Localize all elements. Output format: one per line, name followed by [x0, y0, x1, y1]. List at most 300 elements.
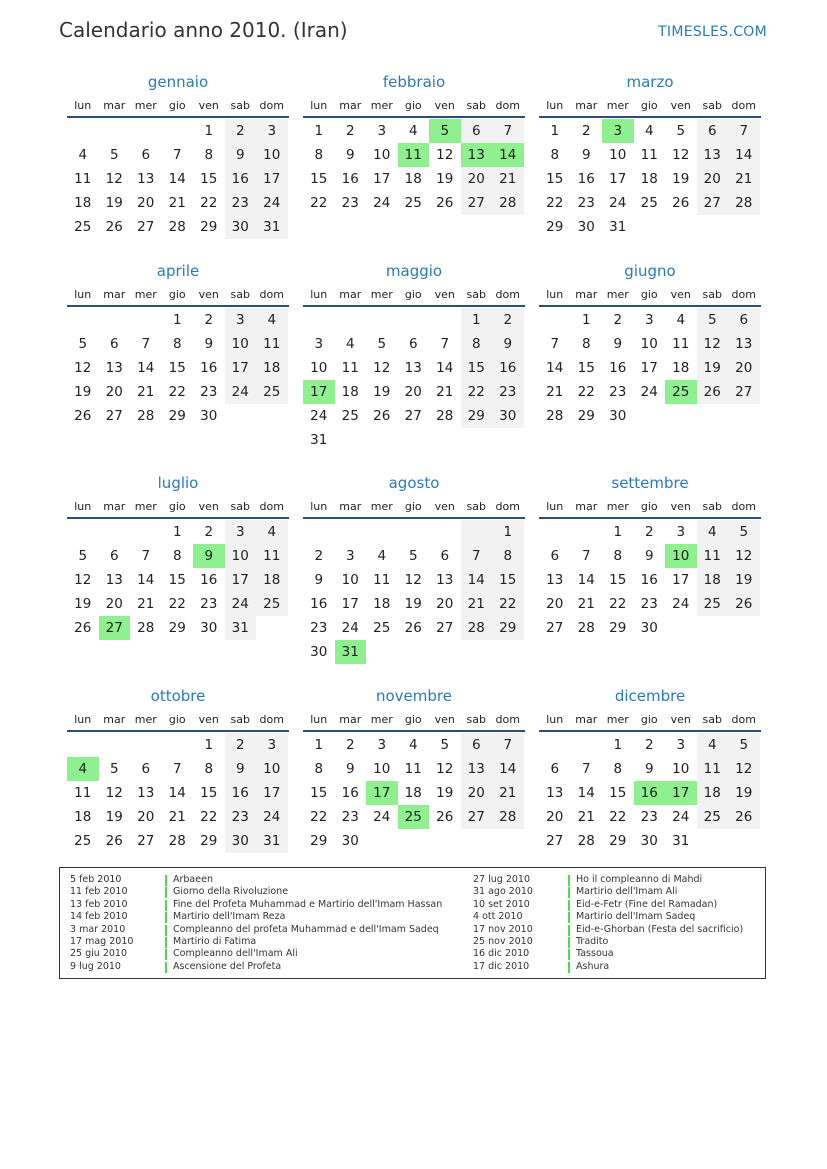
day-cell: 2: [314, 548, 324, 564]
day-cell: 22: [200, 195, 218, 211]
weekday-label: mar: [103, 500, 126, 513]
day-cell: 29: [609, 833, 627, 849]
day-cell: 18: [256, 568, 288, 592]
legend-date: 27 lug 2010: [473, 874, 530, 885]
day-cell: 16: [492, 356, 524, 380]
day-grid: [67, 308, 289, 428]
weekday-header: [67, 497, 289, 519]
day-cell: 17: [373, 171, 391, 187]
day-cell: 23: [341, 809, 359, 825]
weekday-label: mar: [575, 99, 598, 112]
day-cell: 27: [436, 620, 454, 636]
day-cell: 23: [200, 596, 218, 612]
day-cell: 31: [609, 219, 627, 235]
weekday-label: lun: [74, 500, 92, 513]
legend-color-marker: [165, 900, 167, 911]
day-cell: 5: [676, 123, 686, 139]
day-cell: 12: [672, 147, 690, 163]
legend-holiday-name: Ascensione del Profeta: [173, 960, 282, 972]
day-cell: 7: [440, 336, 450, 352]
legend-color-marker: [568, 962, 570, 973]
day-cell: 27: [461, 805, 493, 829]
legend-color-marker: [165, 937, 167, 948]
day-cell: 18: [373, 596, 391, 612]
weekday-label: mar: [575, 288, 598, 301]
weekday-label: dom: [259, 500, 284, 513]
day-cell: 29: [200, 219, 218, 235]
empty-cell: [571, 520, 603, 544]
day-cell: 20: [137, 809, 155, 825]
day-cell: 1: [550, 123, 560, 139]
day-cell: 10: [640, 336, 658, 352]
weekday-label: lun: [310, 288, 328, 301]
weekday-label: ven: [670, 288, 691, 301]
month-name: dicembre: [614, 687, 686, 705]
day-cell: 22: [492, 592, 524, 616]
day-cell: 26: [105, 833, 123, 849]
weekday-header: [303, 710, 525, 732]
day-cell: 27: [461, 191, 493, 215]
day-cell: 2: [644, 737, 654, 753]
day-cell: 5: [408, 548, 418, 564]
day-cell: 28: [168, 219, 186, 235]
legend-date: 3 mar 2010: [70, 923, 126, 935]
weekday-label: lun: [546, 99, 564, 112]
day-cell: 3: [314, 336, 324, 352]
weekday-header: [67, 96, 289, 118]
weekday-label: gio: [640, 713, 658, 726]
day-cell: 30: [225, 829, 257, 853]
day-cell: 13: [137, 785, 155, 801]
month-giugno: [539, 260, 761, 428]
day-cell: 3: [225, 520, 257, 544]
day-cell: 27: [697, 191, 729, 215]
legend-date: 31 ago 2010: [473, 886, 533, 898]
empty-cell: [130, 520, 162, 544]
empty-cell: [99, 119, 131, 143]
weekday-header: [303, 285, 525, 307]
day-cell: 11: [697, 757, 729, 781]
empty-cell: [429, 520, 461, 544]
empty-cell: [303, 308, 335, 332]
day-cell: 1: [172, 524, 182, 540]
day-cell: 2: [492, 308, 524, 332]
day-cell: 10: [256, 757, 288, 781]
day-cell: 17: [256, 167, 288, 191]
day-cell: 11: [697, 544, 729, 568]
day-cell: 19: [697, 356, 729, 380]
day-cell: 25: [74, 833, 92, 849]
day-cell: 25: [697, 805, 729, 829]
day-cell: 13: [137, 171, 155, 187]
empty-cell: [571, 733, 603, 757]
day-cell: 19: [74, 384, 92, 400]
day-cell: 12: [105, 171, 123, 187]
day-cell: 23: [200, 384, 218, 400]
day-cell: 21: [492, 781, 524, 805]
day-cell: 3: [377, 737, 387, 753]
day-cell: 8: [204, 761, 214, 777]
weekday-label: mar: [339, 713, 362, 726]
empty-cell: [67, 119, 99, 143]
day-cell: 11: [672, 336, 690, 352]
day-cell: 12: [436, 761, 454, 777]
day-cell: 9: [314, 572, 324, 588]
day-cell: 28: [492, 191, 524, 215]
empty-cell: [539, 520, 571, 544]
day-cell: 30: [200, 620, 218, 636]
day-cell: 2: [345, 123, 355, 139]
day-cell: 13: [404, 360, 422, 376]
day-cell: 18: [256, 356, 288, 380]
weekday-label: sab: [466, 99, 486, 112]
empty-cell: [130, 733, 162, 757]
weekday-label: dom: [495, 500, 520, 513]
day-grid: [303, 119, 525, 215]
legend-date: 25 giu 2010: [70, 948, 127, 960]
weekday-header: [539, 497, 761, 519]
day-cell: 3: [256, 119, 288, 143]
day-cell: 14: [546, 360, 564, 376]
day-cell: 7: [550, 336, 560, 352]
day-cell: 18: [404, 171, 422, 187]
day-cell: 30: [310, 644, 328, 660]
day-cell: 6: [728, 308, 760, 332]
day-cell: 15: [461, 356, 493, 380]
month-name: luglio: [157, 474, 199, 492]
legend-holiday-name: Fine del Profeta Muhammad e Martirio dell'Imam Hassan: [173, 898, 443, 910]
day-cell: 16: [200, 572, 218, 588]
empty-cell: [303, 520, 335, 544]
weekday-label: dom: [495, 713, 520, 726]
weekday-label: ven: [434, 288, 455, 301]
day-cell: 2: [225, 119, 257, 143]
empty-cell: [99, 733, 131, 757]
day-cell: 6: [141, 147, 151, 163]
month-name: agosto: [388, 474, 440, 492]
legend-holiday-name: Eid-e-Ghorban (Festa del sacrificio): [576, 923, 744, 935]
day-cell: 2: [644, 524, 654, 540]
day-cell: 1: [581, 312, 591, 328]
empty-cell: [99, 520, 131, 544]
day-cell: 22: [546, 195, 564, 211]
day-cell: 14: [492, 757, 524, 781]
legend-holiday-name: Ho il compleanno di Mahdi: [576, 874, 703, 885]
day-cell: 11: [373, 572, 391, 588]
weekday-label: mer: [606, 288, 629, 301]
empty-cell: [67, 308, 99, 332]
legend-date: 14 feb 2010: [70, 911, 128, 923]
day-cell: 19: [728, 781, 760, 805]
day-cell: 15: [310, 785, 328, 801]
day-cell: 5: [109, 761, 119, 777]
day-cell: 10: [672, 761, 690, 777]
weekday-label: sab: [230, 500, 250, 513]
weekday-header: [539, 285, 761, 307]
day-cell: 8: [314, 761, 324, 777]
day-cell: 18: [697, 781, 729, 805]
day-cell: 5: [728, 520, 760, 544]
day-cell: 4: [644, 123, 654, 139]
holiday-day-cell: 11: [398, 143, 430, 167]
day-cell: 24: [672, 596, 690, 612]
weekday-label: ven: [434, 99, 455, 112]
day-cell: 2: [204, 312, 214, 328]
weekday-label: dom: [259, 99, 284, 112]
weekday-header: [67, 710, 289, 732]
month-ottobre: [67, 685, 289, 853]
day-cell: 21: [546, 384, 564, 400]
day-cell: 23: [492, 380, 524, 404]
legend-date: 25 nov 2010: [473, 935, 533, 947]
weekday-label: dom: [731, 713, 756, 726]
legend-date: 4 ott 2010: [473, 911, 523, 923]
weekday-label: sab: [230, 288, 250, 301]
day-cell: 4: [408, 123, 418, 139]
legend-date: 17 mag 2010: [70, 935, 134, 947]
day-cell: 31: [256, 215, 288, 239]
holiday-day-cell: 27: [99, 616, 131, 640]
day-cell: 21: [137, 596, 155, 612]
weekday-label: lun: [546, 713, 564, 726]
day-cell: 16: [341, 785, 359, 801]
day-cell: 28: [728, 191, 760, 215]
weekday-label: mar: [103, 288, 126, 301]
day-cell: 1: [461, 308, 493, 332]
legend-holiday-name: Martirio dell'Imam Ali: [576, 886, 678, 898]
day-cell: 5: [78, 548, 88, 564]
day-cell: 5: [728, 733, 760, 757]
day-cell: 20: [404, 384, 422, 400]
legend-holiday-name: Martirio dell'Imam Sadeq: [576, 911, 696, 923]
day-cell: 27: [404, 408, 422, 424]
day-grid: [67, 520, 289, 640]
day-cell: 1: [613, 737, 623, 753]
day-cell: 16: [225, 781, 257, 805]
day-cell: 18: [672, 360, 690, 376]
day-cell: 15: [492, 568, 524, 592]
day-cell: 17: [609, 171, 627, 187]
weekday-label: dom: [495, 99, 520, 112]
day-cell: 10: [225, 332, 257, 356]
holiday-day-cell: 16: [634, 781, 666, 805]
day-cell: 21: [436, 384, 454, 400]
day-cell: 25: [404, 195, 422, 211]
day-cell: 3: [225, 308, 257, 332]
month-novembre: [303, 685, 525, 853]
month-name: febbraio: [382, 73, 446, 91]
day-cell: 15: [200, 785, 218, 801]
day-cell: 24: [225, 592, 257, 616]
day-grid: [303, 308, 525, 452]
day-cell: 13: [436, 572, 454, 588]
day-cell: 23: [577, 195, 595, 211]
month-aprile: [67, 260, 289, 428]
day-cell: 30: [200, 408, 218, 424]
weekday-label: lun: [74, 288, 92, 301]
day-cell: 20: [546, 596, 564, 612]
day-cell: 12: [404, 572, 422, 588]
weekday-label: sab: [230, 713, 250, 726]
legend-color-marker: [568, 900, 570, 911]
weekday-header: [303, 497, 525, 519]
day-cell: 22: [168, 596, 186, 612]
day-cell: 22: [609, 809, 627, 825]
day-cell: 18: [74, 195, 92, 211]
day-cell: 15: [310, 171, 328, 187]
day-cell: 23: [310, 620, 328, 636]
day-cell: 1: [204, 737, 214, 753]
day-cell: 10: [225, 544, 257, 568]
day-cell: 17: [225, 356, 257, 380]
day-cell: 22: [200, 809, 218, 825]
legend-color-marker: [568, 925, 570, 936]
month-name: settembre: [611, 474, 689, 492]
day-cell: 30: [640, 620, 658, 636]
day-cell: 12: [74, 572, 92, 588]
legend-color-marker: [568, 875, 570, 886]
legend-holiday-name: Giorno della Rivoluzione: [173, 886, 289, 898]
empty-cell: [67, 733, 99, 757]
weekday-label: gio: [640, 500, 658, 513]
holiday-day-cell: 5: [429, 119, 461, 143]
day-cell: 15: [168, 360, 186, 376]
day-cell: 1: [314, 737, 324, 753]
site-link[interactable]: TIMESLES.COM: [658, 24, 767, 40]
day-cell: 7: [492, 733, 524, 757]
day-cell: 18: [74, 809, 92, 825]
day-cell: 14: [461, 568, 493, 592]
day-cell: 13: [697, 143, 729, 167]
day-cell: 19: [672, 171, 690, 187]
legend-color-marker: [165, 875, 167, 886]
day-grid: [303, 520, 525, 664]
day-cell: 24: [373, 195, 391, 211]
month-maggio: [303, 260, 525, 452]
weekday-label: ven: [198, 713, 219, 726]
day-cell: 18: [341, 384, 359, 400]
legend-color-marker: [165, 887, 167, 898]
day-cell: 7: [172, 147, 182, 163]
day-cell: 9: [644, 548, 654, 564]
weekday-label: mer: [134, 99, 157, 112]
day-cell: 2: [581, 123, 591, 139]
day-cell: 23: [640, 596, 658, 612]
day-cell: 10: [256, 143, 288, 167]
day-grid: [67, 733, 289, 853]
day-cell: 24: [373, 809, 391, 825]
day-cell: 24: [640, 384, 658, 400]
day-cell: 8: [613, 548, 623, 564]
legend-color-marker: [568, 912, 570, 923]
day-cell: 24: [672, 809, 690, 825]
month-name: gennaio: [147, 73, 209, 91]
day-cell: 28: [137, 620, 155, 636]
weekday-label: mar: [339, 99, 362, 112]
day-cell: 6: [109, 336, 119, 352]
weekday-label: mer: [134, 713, 157, 726]
day-cell: 21: [577, 596, 595, 612]
day-cell: 28: [577, 620, 595, 636]
day-cell: 9: [225, 757, 257, 781]
weekday-label: ven: [434, 713, 455, 726]
weekday-label: lun: [74, 99, 92, 112]
weekday-label: lun: [74, 713, 92, 726]
day-cell: 22: [577, 384, 595, 400]
day-cell: 6: [408, 336, 418, 352]
weekday-label: sab: [466, 713, 486, 726]
day-cell: 28: [436, 408, 454, 424]
empty-cell: [130, 308, 162, 332]
month-name: novembre: [376, 687, 452, 705]
day-cell: 6: [550, 761, 560, 777]
holiday-day-cell: 17: [303, 380, 335, 404]
holiday-day-cell: 9: [193, 544, 225, 568]
day-cell: 12: [728, 757, 760, 781]
day-cell: 17: [256, 781, 288, 805]
weekday-label: ven: [198, 288, 219, 301]
day-cell: 20: [137, 195, 155, 211]
day-cell: 28: [461, 616, 493, 640]
day-cell: 12: [74, 360, 92, 376]
day-cell: 6: [697, 119, 729, 143]
month-name: giugno: [624, 262, 676, 280]
weekday-label: gio: [404, 713, 422, 726]
day-cell: 4: [697, 733, 729, 757]
holiday-day-cell: 10: [665, 544, 697, 568]
day-cell: 24: [609, 195, 627, 211]
day-cell: 9: [345, 761, 355, 777]
day-cell: 23: [225, 805, 257, 829]
empty-cell: [67, 520, 99, 544]
day-cell: 6: [141, 761, 151, 777]
day-cell: 13: [546, 785, 564, 801]
weekday-label: gio: [168, 713, 186, 726]
empty-cell: [162, 733, 194, 757]
empty-cell: [335, 520, 367, 544]
weekday-label: gio: [404, 99, 422, 112]
day-cell: 16: [577, 171, 595, 187]
holiday-day-cell: 14: [492, 143, 524, 167]
day-cell: 26: [373, 408, 391, 424]
weekday-label: mar: [103, 99, 126, 112]
day-cell: 12: [105, 785, 123, 801]
day-cell: 8: [204, 147, 214, 163]
month-settembre: [539, 472, 761, 640]
weekday-label: gio: [640, 288, 658, 301]
day-cell: 23: [341, 195, 359, 211]
day-cell: 9: [225, 143, 257, 167]
day-cell: 25: [373, 620, 391, 636]
day-cell: 17: [225, 568, 257, 592]
legend-color-marker: [568, 887, 570, 898]
weekday-label: dom: [731, 500, 756, 513]
day-cell: 21: [137, 384, 155, 400]
day-cell: 15: [168, 572, 186, 588]
day-cell: 14: [168, 171, 186, 187]
day-cell: 11: [74, 785, 92, 801]
day-cell: 25: [640, 195, 658, 211]
day-cell: 27: [137, 833, 155, 849]
day-cell: 13: [461, 757, 493, 781]
day-cell: 11: [74, 171, 92, 187]
day-cell: 14: [436, 360, 454, 376]
day-cell: 8: [461, 332, 493, 356]
day-cell: 3: [256, 733, 288, 757]
day-cell: 25: [256, 592, 288, 616]
day-cell: 12: [697, 332, 729, 356]
day-cell: 19: [436, 785, 454, 801]
